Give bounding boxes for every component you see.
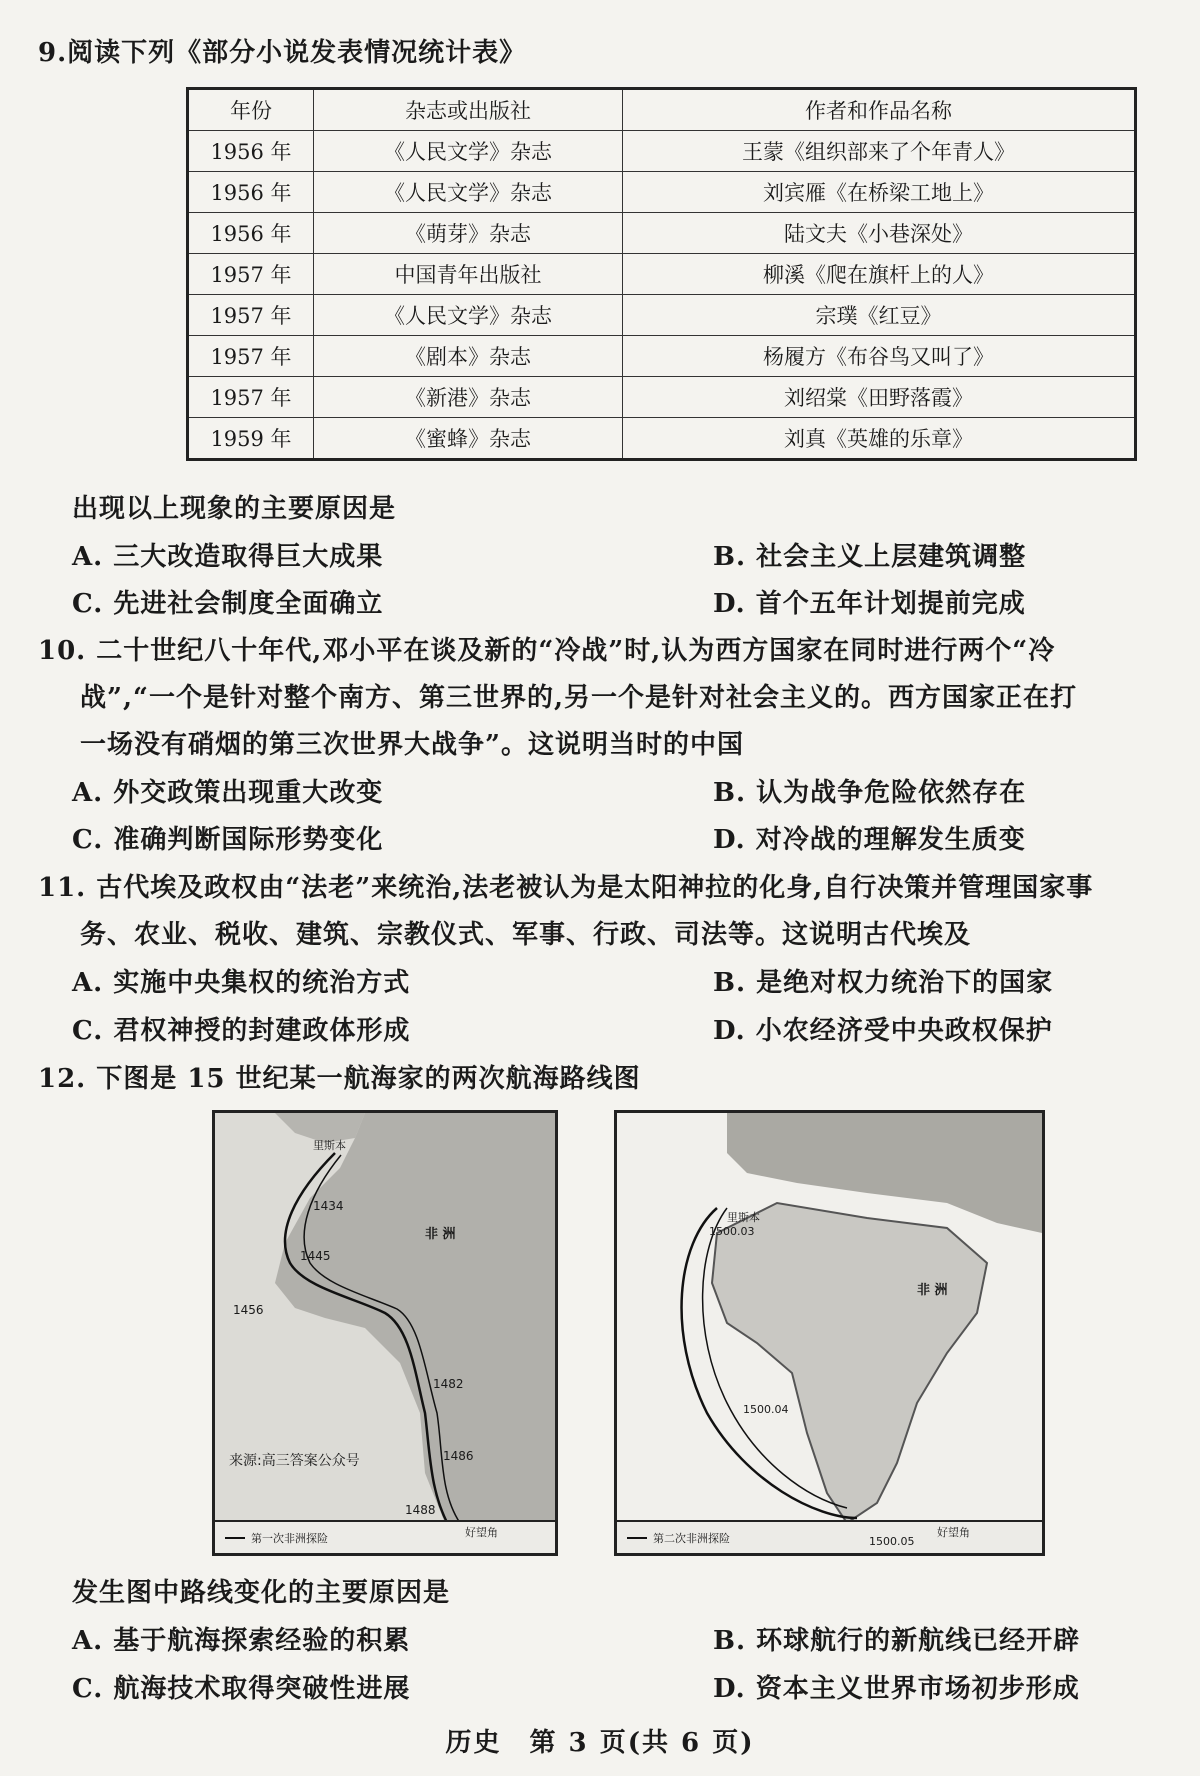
map1-legend: 第一次非洲探险 xyxy=(251,1532,328,1545)
q9-title: 9.阅读下列《部分小说发表情况统计表》 xyxy=(38,38,527,68)
map1-year-1445: 1445 xyxy=(300,1249,331,1263)
map2-cape-label: 好望角 xyxy=(937,1526,970,1539)
map1-africa-label: 非 洲 xyxy=(425,1227,456,1242)
q11-line-1: 11. 古代埃及政权由“法老”来统治,法老被认为是太阳神拉的化身,自行决策并管理国家事 xyxy=(38,873,1094,903)
table-row xyxy=(188,418,1136,460)
publisher-cell: 《人民文学》杂志 xyxy=(314,172,623,213)
q9-option-d[interactable]: D. 首个五年计划提前完成 xyxy=(713,589,1026,619)
q12-stem: 发生图中路线变化的主要原因是 xyxy=(72,1578,451,1608)
q9-stem: 出现以上现象的主要原因是 xyxy=(72,494,397,524)
map1-watermark: 来源:高三答案公众号 xyxy=(229,1453,360,1469)
first-voyage-map xyxy=(212,1110,558,1556)
table-row xyxy=(188,254,1136,295)
map1-lisbon-label: 里斯本 xyxy=(313,1139,346,1152)
table-row xyxy=(188,131,1136,172)
publisher-cell: 《人民文学》杂志 xyxy=(314,131,623,172)
table-row xyxy=(188,336,1136,377)
q11-option-b[interactable]: B. 是绝对权力统治下的国家 xyxy=(713,968,1054,998)
year-cell: 1957 年 xyxy=(188,254,314,295)
table-header-row xyxy=(188,89,1136,131)
page-footer: 历史 第 3 页(共 6 页) xyxy=(445,1728,755,1758)
author-work-cell: 刘宾雁《在桥梁工地上》 xyxy=(623,172,1136,213)
q12-title: 12. 下图是 15 世纪某一航海家的两次航海路线图 xyxy=(38,1064,641,1094)
q10-line-3: 一场没有硝烟的第三次世界大战争”。这说明当时的中国 xyxy=(80,730,744,760)
q11-option-d[interactable]: D. 小农经济受中央政权保护 xyxy=(713,1016,1053,1046)
q12-option-a[interactable]: A. 基于航海探索经验的积累 xyxy=(72,1626,411,1656)
publisher-cell: 《蜜蜂》杂志 xyxy=(314,418,623,460)
map1-year-1434: 1434 xyxy=(313,1199,344,1213)
q11-option-a[interactable]: A. 实施中央集权的统治方式 xyxy=(72,968,411,998)
q12-option-b[interactable]: B. 环球航行的新航线已经开辟 xyxy=(713,1626,1081,1656)
author-work-cell: 宗璞《红豆》 xyxy=(623,295,1136,336)
map2-date-1500-04: 1500.04 xyxy=(743,1403,789,1416)
publisher-cell: 《新港》杂志 xyxy=(314,377,623,418)
author-work-cell: 王蒙《组织部来了个年青人》 xyxy=(623,131,1136,172)
q11-line-2: 务、农业、税收、建筑、宗教仪式、军事、行政、司法等。这说明古代埃及 xyxy=(80,920,972,950)
q10-option-d[interactable]: D. 对冷战的理解发生质变 xyxy=(713,825,1026,855)
q10-line-2: 战”,“一个是针对整个南方、第三世界的,另一个是针对社会主义的。西方国家正在打 xyxy=(80,683,1078,713)
year-cell: 1957 年 xyxy=(188,377,314,418)
year-cell: 1956 年 xyxy=(188,172,314,213)
q9-option-c[interactable]: C. 先进社会制度全面确立 xyxy=(72,589,384,619)
year-cell: 1956 年 xyxy=(188,131,314,172)
q10-line-1: 10. 二十世纪八十年代,邓小平在谈及新的“冷战”时,认为西方国家在同时进行两个“冷 xyxy=(38,636,1056,666)
q12-option-d[interactable]: D. 资本主义世界市场初步形成 xyxy=(713,1674,1080,1704)
author-work-cell: 杨履方《布谷鸟又叫了》 xyxy=(623,336,1136,377)
publisher-cell: 《萌芽》杂志 xyxy=(314,213,623,254)
year-cell: 1959 年 xyxy=(188,418,314,460)
q12-option-c[interactable]: C. 航海技术取得突破性进展 xyxy=(72,1674,411,1704)
publisher-cell: 中国青年出版社 xyxy=(314,254,623,295)
publisher-cell: 《人民文学》杂志 xyxy=(314,295,623,336)
q9-option-a[interactable]: A. 三大改造取得巨大成果 xyxy=(72,542,384,572)
header-year: 年份 xyxy=(188,89,314,131)
map2-legend: 第二次非洲探险 xyxy=(653,1532,730,1545)
map2-date-1500-03: 1500.03 xyxy=(709,1225,755,1238)
q10-option-a[interactable]: A. 外交政策出现重大改变 xyxy=(72,778,384,808)
map1-cape-label: 好望角 xyxy=(465,1526,498,1539)
year-cell: 1957 年 xyxy=(188,336,314,377)
second-voyage-map xyxy=(614,1110,1045,1556)
q11-option-c[interactable]: C. 君权神授的封建政体形成 xyxy=(72,1016,411,1046)
map2-africa-label: 非 洲 xyxy=(917,1283,948,1298)
author-work-cell: 刘绍棠《田野落霞》 xyxy=(623,377,1136,418)
year-cell: 1956 年 xyxy=(188,213,314,254)
map1-year-1482: 1482 xyxy=(433,1377,464,1391)
author-work-cell: 陆文夫《小巷深处》 xyxy=(623,213,1136,254)
novel-statistics-table xyxy=(186,87,1137,461)
table-row xyxy=(188,295,1136,336)
map2-date-1500-05: 1500.05 xyxy=(869,1535,915,1548)
map2-lisbon-label: 里斯本 xyxy=(727,1211,760,1224)
author-work-cell: 柳溪《爬在旗杆上的人》 xyxy=(623,254,1136,295)
header-publisher: 杂志或出版社 xyxy=(314,89,623,131)
table-row xyxy=(188,213,1136,254)
table-row xyxy=(188,172,1136,213)
q10-option-b[interactable]: B. 认为战争危险依然存在 xyxy=(713,778,1027,808)
table-row xyxy=(188,377,1136,418)
year-cell: 1957 年 xyxy=(188,295,314,336)
map1-year-1486: 1486 xyxy=(443,1449,474,1463)
author-work-cell: 刘真《英雄的乐章》 xyxy=(623,418,1136,460)
map1-year-1456: 1456 xyxy=(233,1303,264,1317)
header-author-work: 作者和作品名称 xyxy=(623,89,1136,131)
q10-option-c[interactable]: C. 准确判断国际形势变化 xyxy=(72,825,384,855)
q9-option-b[interactable]: B. 社会主义上层建筑调整 xyxy=(713,542,1027,572)
map1-year-1488: 1488 xyxy=(405,1503,436,1517)
publisher-cell: 《剧本》杂志 xyxy=(314,336,623,377)
